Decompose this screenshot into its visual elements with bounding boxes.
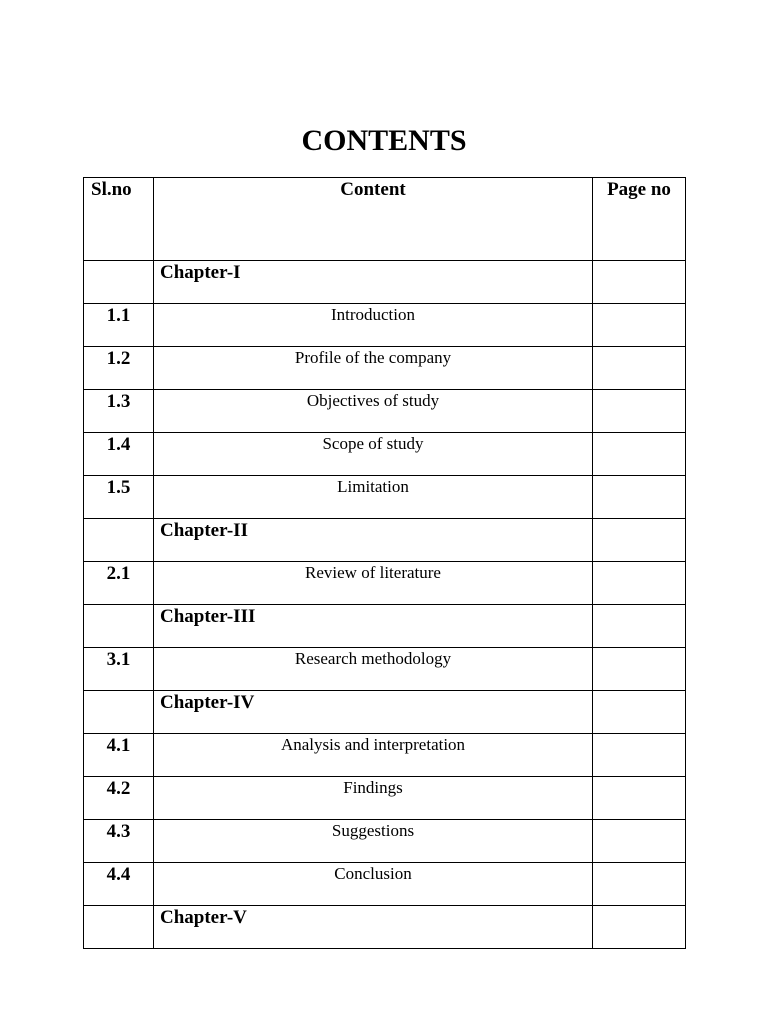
sl-no-cell [84, 519, 154, 562]
page-no-cell [593, 777, 686, 820]
table-row [84, 304, 686, 347]
chapter-row [84, 605, 686, 648]
content-cell: Findings [154, 777, 593, 820]
page-no-cell [593, 476, 686, 519]
chapter-row [84, 261, 686, 304]
sl-no-cell: 1.3 [84, 390, 154, 433]
page-no-cell [593, 433, 686, 476]
content-cell: Review of literature [154, 562, 593, 605]
content-cell: Introduction [154, 304, 593, 347]
page-no-cell [593, 906, 686, 949]
page-no-cell [593, 347, 686, 390]
page-no-cell [593, 562, 686, 605]
chapter-row [84, 906, 686, 949]
content-cell: Conclusion [154, 863, 593, 906]
table-row [84, 820, 686, 863]
sl-no-cell [84, 605, 154, 648]
sl-no-cell: 1.1 [84, 304, 154, 347]
page-no-cell [593, 691, 686, 734]
contents-table-body [84, 261, 686, 949]
content-cell: Limitation [154, 476, 593, 519]
sl-no-cell: 1.2 [84, 347, 154, 390]
table-row [84, 433, 686, 476]
chapter-heading: Chapter-IV [154, 691, 593, 734]
page-no-cell [593, 863, 686, 906]
table-row [84, 562, 686, 605]
page-no-cell [593, 519, 686, 562]
contents-table [83, 177, 686, 949]
sl-no-cell: 3.1 [84, 648, 154, 691]
chapter-heading: Chapter-V [154, 906, 593, 949]
sl-no-cell: 2.1 [84, 562, 154, 605]
content-cell: Profile of the company [154, 347, 593, 390]
header-content: Content [154, 178, 593, 261]
page-no-cell [593, 261, 686, 304]
chapter-heading: Chapter-III [154, 605, 593, 648]
sl-no-cell: 1.4 [84, 433, 154, 476]
sl-no-cell: 4.2 [84, 777, 154, 820]
page-no-cell [593, 304, 686, 347]
sl-no-cell [84, 261, 154, 304]
content-cell: Scope of study [154, 433, 593, 476]
page-no-cell [593, 648, 686, 691]
page-no-cell [593, 605, 686, 648]
sl-no-cell: 1.5 [84, 476, 154, 519]
table-row [84, 347, 686, 390]
table-header-row [84, 178, 686, 261]
table-row [84, 390, 686, 433]
table-row [84, 476, 686, 519]
sl-no-cell [84, 906, 154, 949]
chapter-heading: Chapter-I [154, 261, 593, 304]
chapter-row [84, 519, 686, 562]
table-row [84, 648, 686, 691]
chapter-heading: Chapter-II [154, 519, 593, 562]
sl-no-cell: 4.3 [84, 820, 154, 863]
page-no-cell [593, 390, 686, 433]
page-title: CONTENTS [301, 124, 467, 157]
table-row [84, 863, 686, 906]
sl-no-cell [84, 691, 154, 734]
table-row [84, 734, 686, 777]
content-cell: Suggestions [154, 820, 593, 863]
sl-no-cell: 4.1 [84, 734, 154, 777]
content-cell: Objectives of study [154, 390, 593, 433]
header-sl-no: Sl.no [84, 178, 154, 261]
chapter-row [84, 691, 686, 734]
sl-no-cell: 4.4 [84, 863, 154, 906]
page-no-cell [593, 820, 686, 863]
header-page-no: Page no [593, 178, 686, 261]
table-row [84, 777, 686, 820]
content-cell: Analysis and interpretation [154, 734, 593, 777]
page-no-cell [593, 734, 686, 777]
content-cell: Research methodology [154, 648, 593, 691]
